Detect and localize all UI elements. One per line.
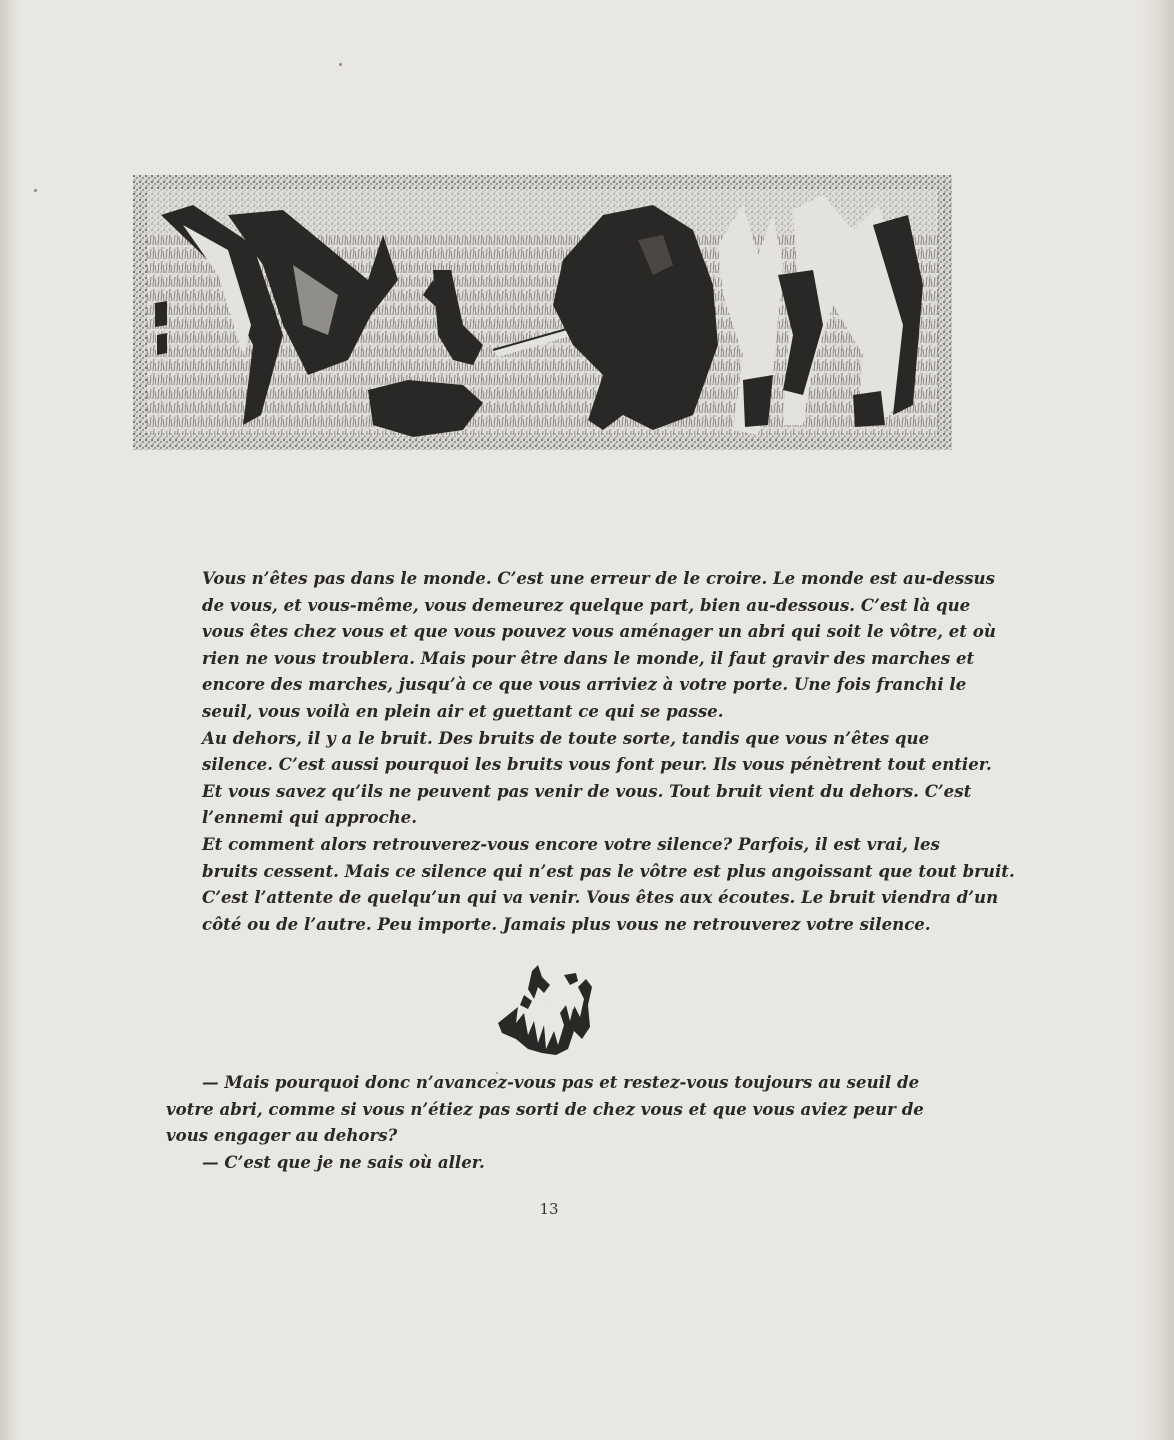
text-line: Et comment alors retrouverez-vous encore votre silence? Parfois, il est vrai, les [202, 833, 940, 854]
text-line: rien ne vous troublera. Mais pour être dans le monde, il faut gravir des marches et [202, 647, 975, 668]
ornament-vignette-icon [494, 965, 598, 1057]
dialogue-paragraph [166, 1069, 926, 1149]
text-line: silence. C’est aussi pourquoi les bruits vous font peur. Ils vous pénètrent tout entier. [202, 754, 992, 775]
text-line: — C’est que je ne sais où aller. [202, 1151, 485, 1172]
page-edge [1140, 0, 1174, 1440]
dialogue [166, 1069, 926, 1175]
text-line: C’est l’attente de quelqu’un qui va venir. Vous êtes aux écoutes. Le bruit viendra d’un [202, 887, 999, 908]
paper-speck [339, 63, 342, 66]
paper-speck [34, 189, 37, 192]
body-text [166, 565, 1015, 937]
paragraph [166, 831, 1015, 937]
text-line: bruits cessent. Mais ce silence qui n’est pas le vôtre est plus angoissant que tout bruit. [202, 860, 1015, 881]
text-line: encore des marches, jusqu’à ce que vous arriviez à votre porte. Une fois franchi le [202, 674, 967, 695]
text-line: vous êtes chez vous et que vous pouvez vous aménager un abri qui soit le vôtre, et où [202, 621, 996, 642]
text-line: Vous n’êtes pas dans le monde. C’est une erreur de le croire. Le monde est au-dessus [202, 568, 995, 588]
text-line: de vous, et vous-même, vous demeurez quelque part, bien au-dessous. C’est là que [202, 594, 971, 615]
dialogue-paragraph [166, 1149, 926, 1176]
gutter-shadow [0, 0, 22, 1440]
text-line: — Mais pourquoi donc n’avancez-vous pas et restez-vous toujours au seuil de [202, 1072, 920, 1092]
text-line: engager au dehors? [213, 1125, 398, 1146]
text-line: Au dehors, il y a le bruit. Des bruits de toute sorte, tandis que vous n’êtes que [202, 727, 930, 748]
text-line: Et vous savez qu’ils ne peuvent pas venir de vous. Tout bruit vient du dehors. C’est [202, 780, 972, 801]
paragraph [166, 725, 992, 831]
page-number: 13 [539, 1200, 559, 1218]
text-line: l’ennemi qui approche. [202, 807, 417, 828]
text-line: votre abri, comme si vous n’étiez pas sorti de chez vous et que vous aviez peur de vous [166, 1098, 924, 1146]
paragraph [166, 565, 996, 725]
text-line: côté ou de l’autre. Peu importe. Jamais plus vous ne retrouverez votre silence. [202, 913, 931, 934]
woodcut-landscape-icon [133, 175, 952, 450]
text-line: seuil, vous voilà en plein air et guettant ce qui se passe. [202, 700, 724, 721]
